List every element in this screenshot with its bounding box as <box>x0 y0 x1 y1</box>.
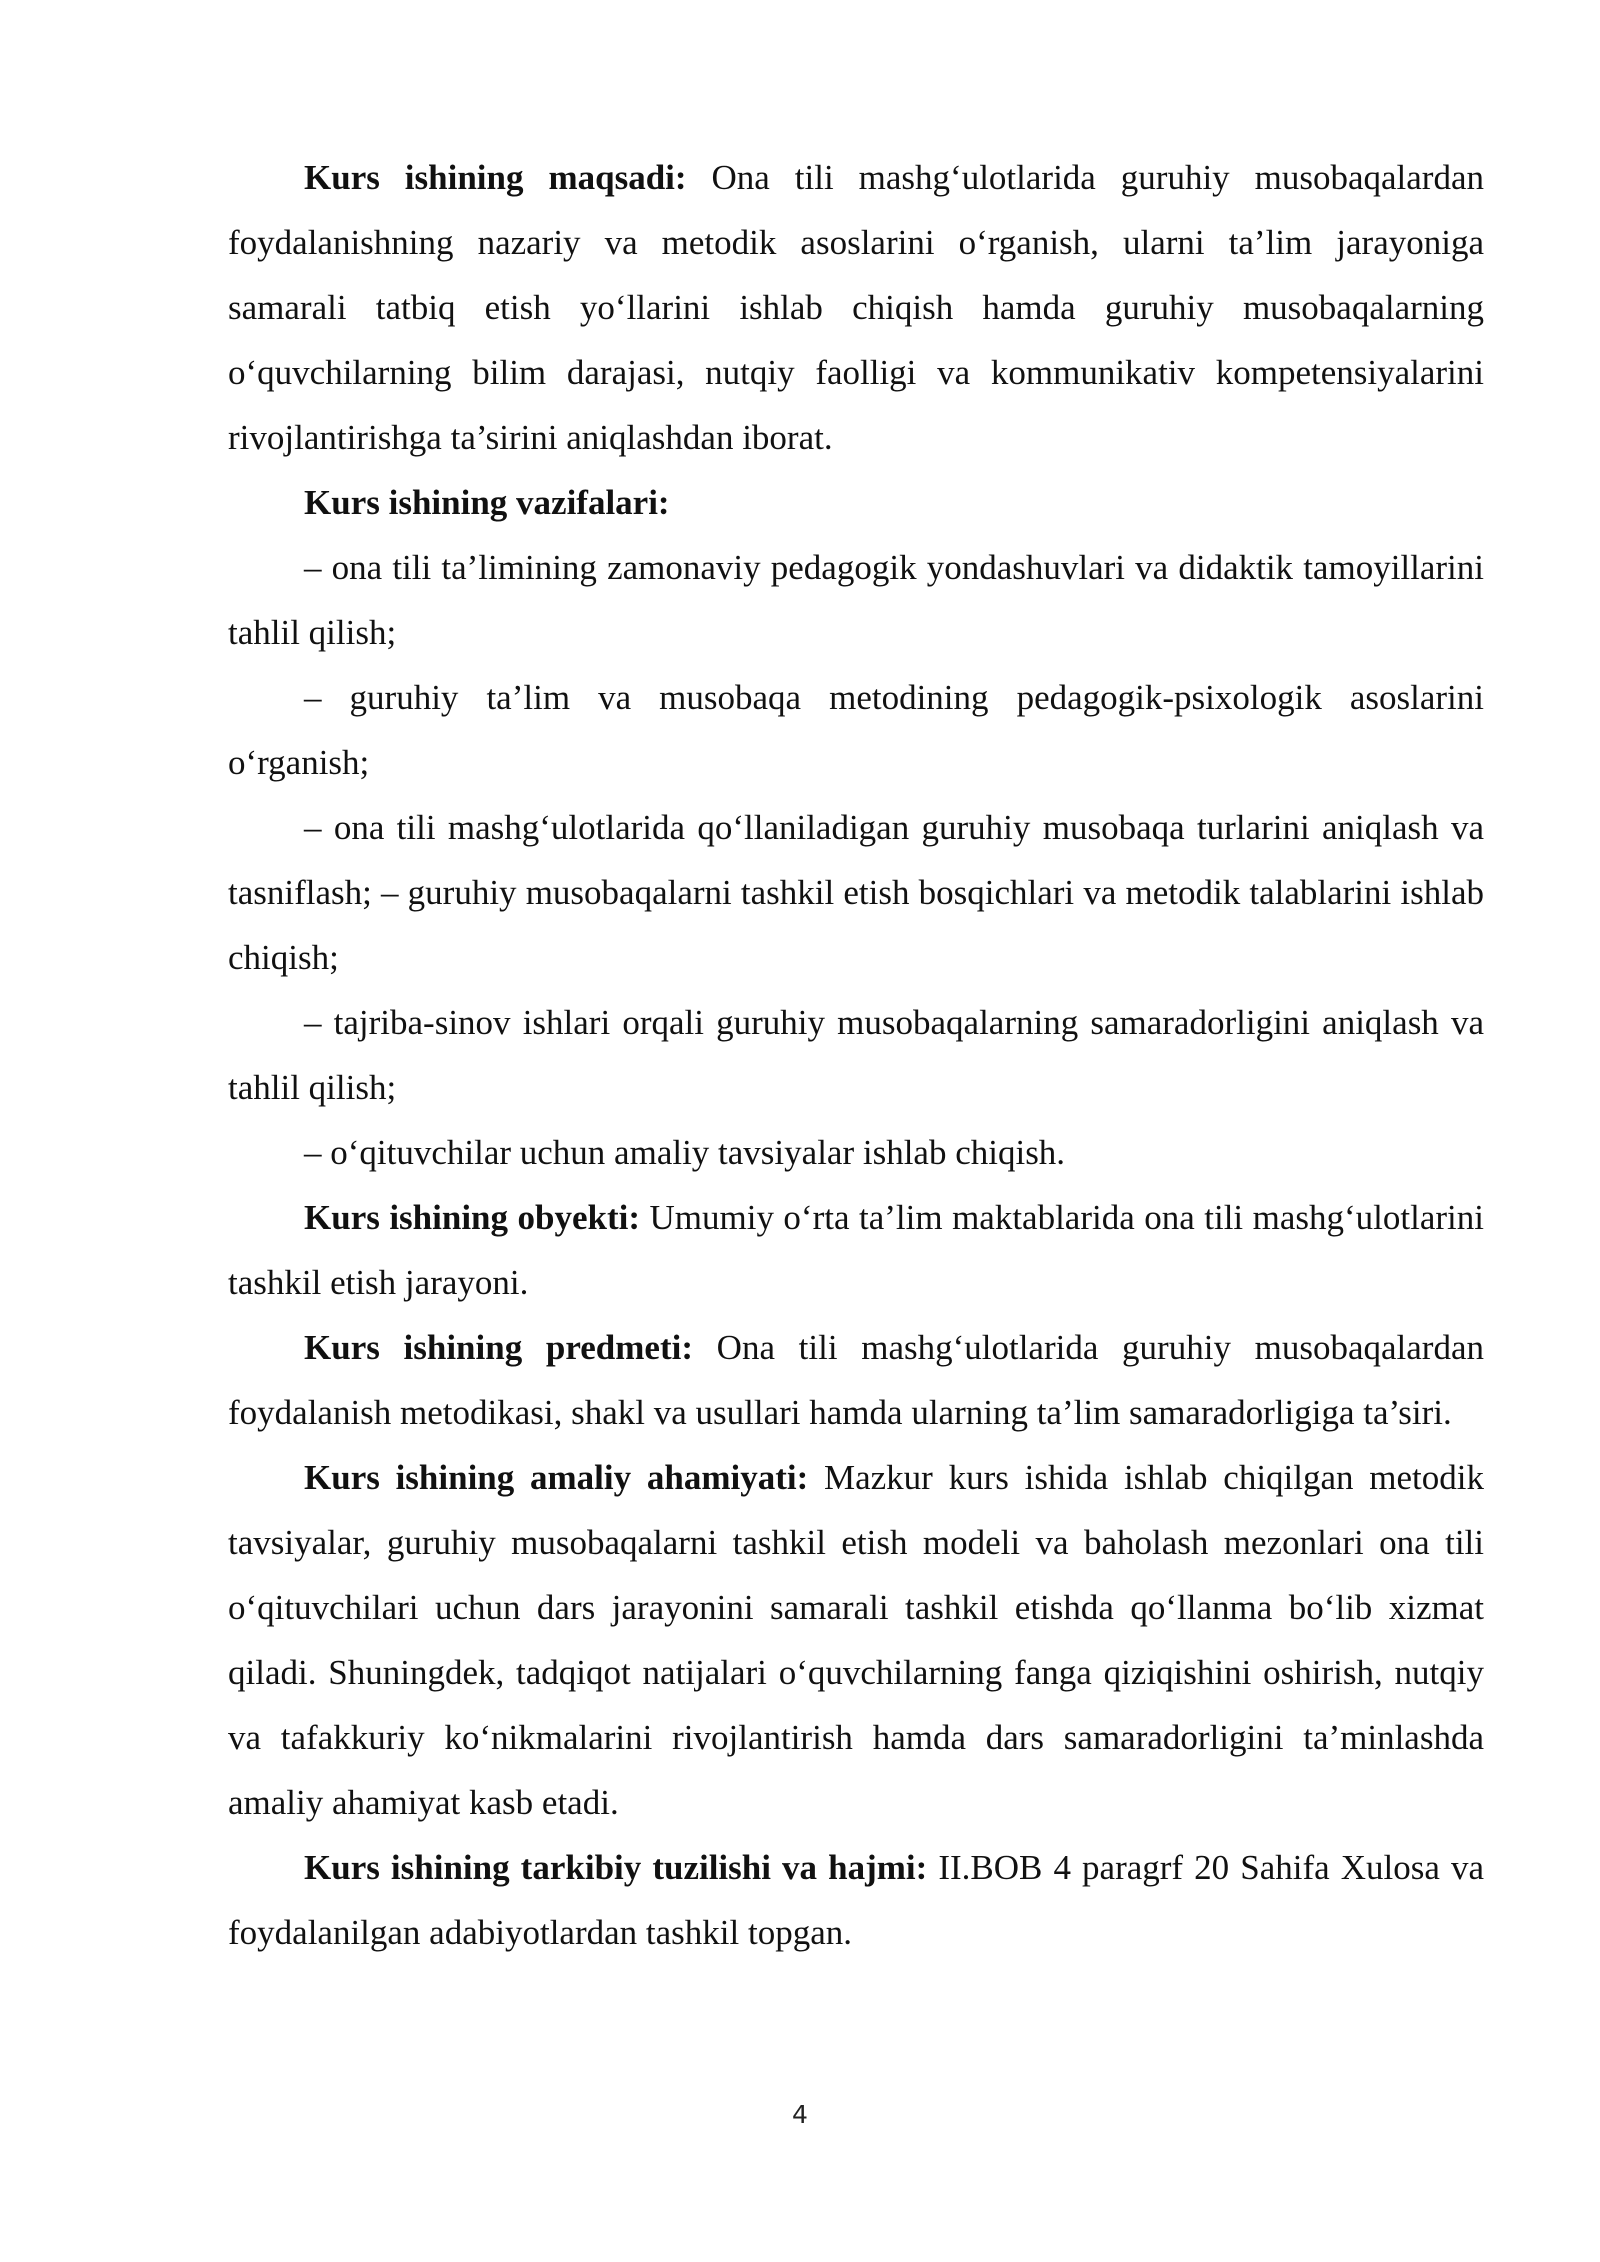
text-tarkib: II.BOB 4 paragrf 20 Sahifa Xulosa va foydalanilgan adabiyotlardan tashkil topgan. <box>228 1848 1484 1952</box>
paragraph-predmet <box>228 1315 1484 1445</box>
paragraph-maqsad <box>228 145 1484 470</box>
text-obyekt: Umumiy o‘rta ta’lim maktablarida ona tili mashg‘ulotlarini tashkil etish jarayoni. <box>228 1198 1484 1302</box>
document-page <box>228 145 1484 1965</box>
text-maqsad: Ona tili mashg‘ulotlarida guruhiy musobaqalardan foydalanishning nazariy va metodik asoslarini o‘rganish, ularni ta’lim jarayoniga samarali tatbiq etish yo‘llarini ishlab chiqish hamda guruhiy musobaqalarning o‘quvchilarning bilim darajasi, nutqiy faolligi va kommunikativ kompetensiyalarini rivojlantirishga ta’sirini aniqlashdan iborat. <box>228 158 1485 457</box>
heading-maqsad: Kurs ishining maqsadi: <box>304 158 687 197</box>
list-item-vazifa: – tajriba-sinov ishlari orqali guruhiy musobaqalarning samaradorligini aniqlash va tahlil qilish; <box>228 1003 1484 1107</box>
heading-ahamiyat: Kurs ishining amaliy ahamiyati: <box>304 1458 809 1497</box>
paragraph-obyekt <box>228 1185 1484 1315</box>
heading-obyekt: Kurs ishining obyekti: <box>304 1198 641 1237</box>
page-number: 4 <box>792 2100 808 2129</box>
list-item-vazifa: – ona tili ta’limining zamonaviy pedagogik yondashuvlari va didaktik tamoyillarini tahlil qilish; <box>228 548 1484 652</box>
text-predmet: Ona tili mashg‘ulotlarida guruhiy musobaqalardan foydalanish metodikasi, shakl va usullari hamda ularning ta’lim samaradorligiga ta’siri. <box>228 1328 1484 1432</box>
paragraph-vazifalar-heading <box>228 470 1484 535</box>
paragraph-tarkib <box>228 1835 1484 1965</box>
text-ahamiyat: Mazkur kurs ishida ishlab chiqilgan metodik tavsiyalar, guruhiy musobaqalarni tashkil etish modeli va baholash mezonlari ona tili o‘qituvchilari uchun dars jarayonini samarali tashkil etishda qo‘llanma bo‘lib xizmat qiladi. Shuningdek, tadqiqot natijalari o‘quvchilarning fanga qiziqishini oshirish, nutqiy va tafakkuriy ko‘nikmalarini rivojlantirish hamda dars samaradorligini ta’minlashda amaliy ahamiyat kasb etadi. <box>228 1458 1484 1822</box>
list-item-vazifa: – ona tili mashg‘ulotlarida qo‘llaniladigan guruhiy musobaqa turlarini aniqlash va tasniflash; – guruhiy musobaqalarni tashkil etish bosqichlari va metodik talablarini ishlab chiqish; <box>228 808 1484 977</box>
heading-vazifalar: Kurs ishining vazifalari: <box>304 483 670 522</box>
list-item-vazifa: – o‘qituvchilar uchun amaliy tavsiyalar ishlab chiqish. <box>304 1133 1066 1172</box>
paragraph-ahamiyat <box>228 1445 1484 1835</box>
list-item-vazifa: – guruhiy ta’lim va musobaqa metodining pedagogik-psixologik asoslarini o‘rganish; <box>228 678 1484 782</box>
heading-tarkib: Kurs ishining tarkibiy tuzilishi va hajmi: <box>304 1848 928 1887</box>
heading-predmet: Kurs ishining predmeti: <box>304 1328 693 1367</box>
